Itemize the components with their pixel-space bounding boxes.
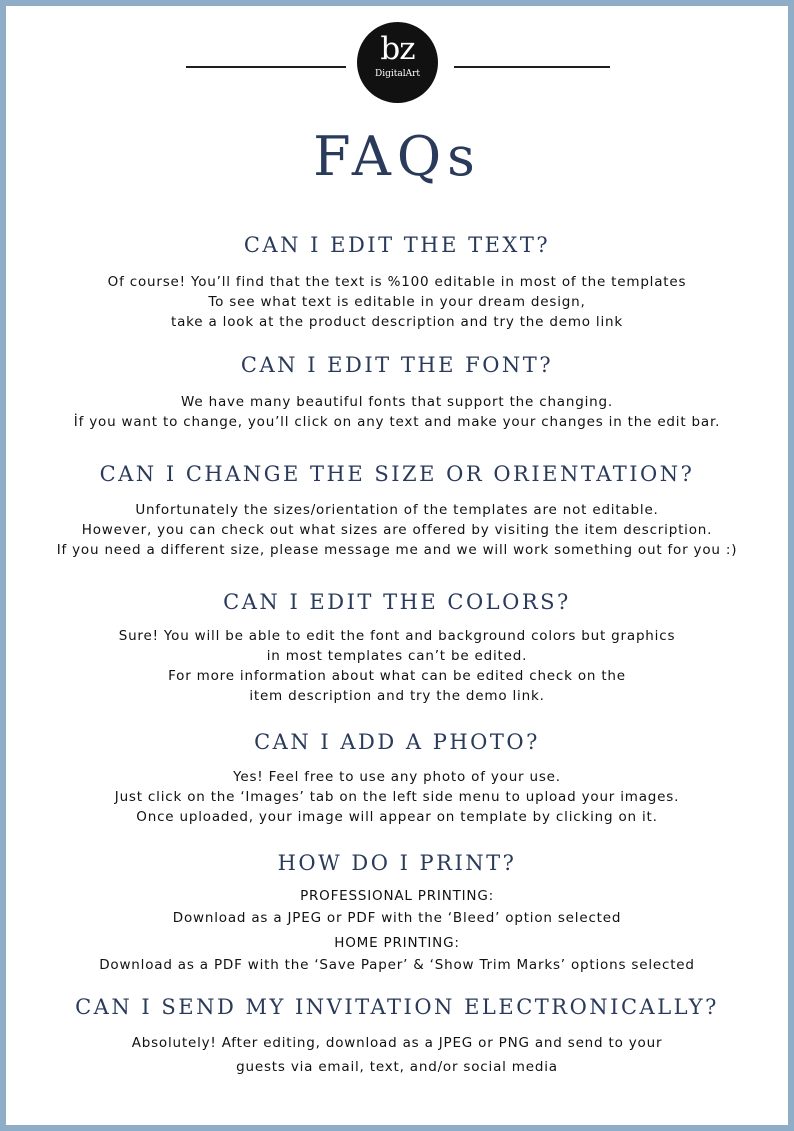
faq-page — [6, 6, 788, 1125]
answer-edit-font — [6, 392, 788, 432]
header-divider-right — [454, 66, 610, 68]
answer-line: If you need a different size, please message me and we will work something out for you :) — [56, 542, 738, 558]
answer-send-electronically — [6, 1033, 788, 1077]
answer-edit-text — [6, 272, 788, 332]
professional-printing-heading: PROFESSIONAL PRINTING: — [300, 888, 494, 904]
answer-edit-colors — [6, 626, 788, 706]
header-divider-left — [186, 66, 346, 68]
answer-line: To see what text is editable in your dream design, — [208, 294, 586, 310]
question-add-photo: CAN I ADD A PHOTO? — [254, 730, 540, 754]
answer-line: We have many beautiful fonts that support the changing. — [181, 394, 613, 410]
answer-add-photo — [6, 767, 788, 827]
question-edit-colors: CAN I EDIT THE COLORS? — [223, 590, 571, 614]
home-printing-heading: HOME PRINTING: — [334, 935, 460, 951]
question-send-electronically: CAN I SEND MY INVITATION ELECTRONICALLY? — [75, 995, 719, 1019]
answer-line: However, you can check out what sizes are offered by visiting the item description. — [81, 522, 713, 538]
question-size-orientation: CAN I CHANGE THE SIZE OR ORIENTATION? — [99, 462, 695, 486]
answer-line: For more information about what can be edited check on the — [168, 668, 626, 684]
answer-line: Of course! You’ll find that the text is %100 editable in most of the templates — [107, 274, 687, 290]
answer-line: Absolutely! After editing, download as a JPEG or PNG and send to your — [131, 1035, 663, 1051]
answer-line: in most templates can’t be edited. — [266, 648, 528, 664]
answer-line: Unfortunately the sizes/orientation of the templates are not editable. — [135, 502, 659, 518]
answer-line: Once uploaded, your image will appear on template by clicking on it. — [136, 809, 658, 825]
professional-printing-text: Download as a JPEG or PDF with the ‘Bleed’ option selected — [172, 910, 622, 926]
answer-line: take a look at the product description and try the demo link — [170, 314, 624, 330]
answer-line: item description and try the demo link. — [249, 688, 545, 704]
brand-logo — [357, 22, 438, 103]
answer-line: İf you want to change, you’ll click on any text and make your changes in the edit bar. — [73, 414, 721, 430]
question-edit-font: CAN I EDIT THE FONT? — [240, 353, 554, 377]
question-how-print: HOW DO I PRINT? — [277, 851, 517, 875]
home-printing-text: Download as a PDF with the ‘Save Paper’ & ‘Show Trim Marks’ options selected — [99, 957, 695, 973]
answer-line: Yes! Feel free to use any photo of your use. — [233, 769, 561, 785]
answer-line: Just click on the ‘Images’ tab on the left side menu to upload your images. — [114, 789, 680, 805]
question-edit-text: CAN I EDIT THE TEXT? — [243, 233, 551, 257]
answer-size-orientation — [6, 500, 788, 560]
page-title: FAQs — [313, 125, 481, 188]
answer-line: Sure! You will be able to edit the font and background colors but graphics — [118, 628, 676, 644]
logo-mark: bz — [380, 31, 415, 67]
answer-line: guests via email, text, and/or social media — [236, 1059, 558, 1075]
logo-subtitle: DigitalArt — [374, 69, 420, 79]
